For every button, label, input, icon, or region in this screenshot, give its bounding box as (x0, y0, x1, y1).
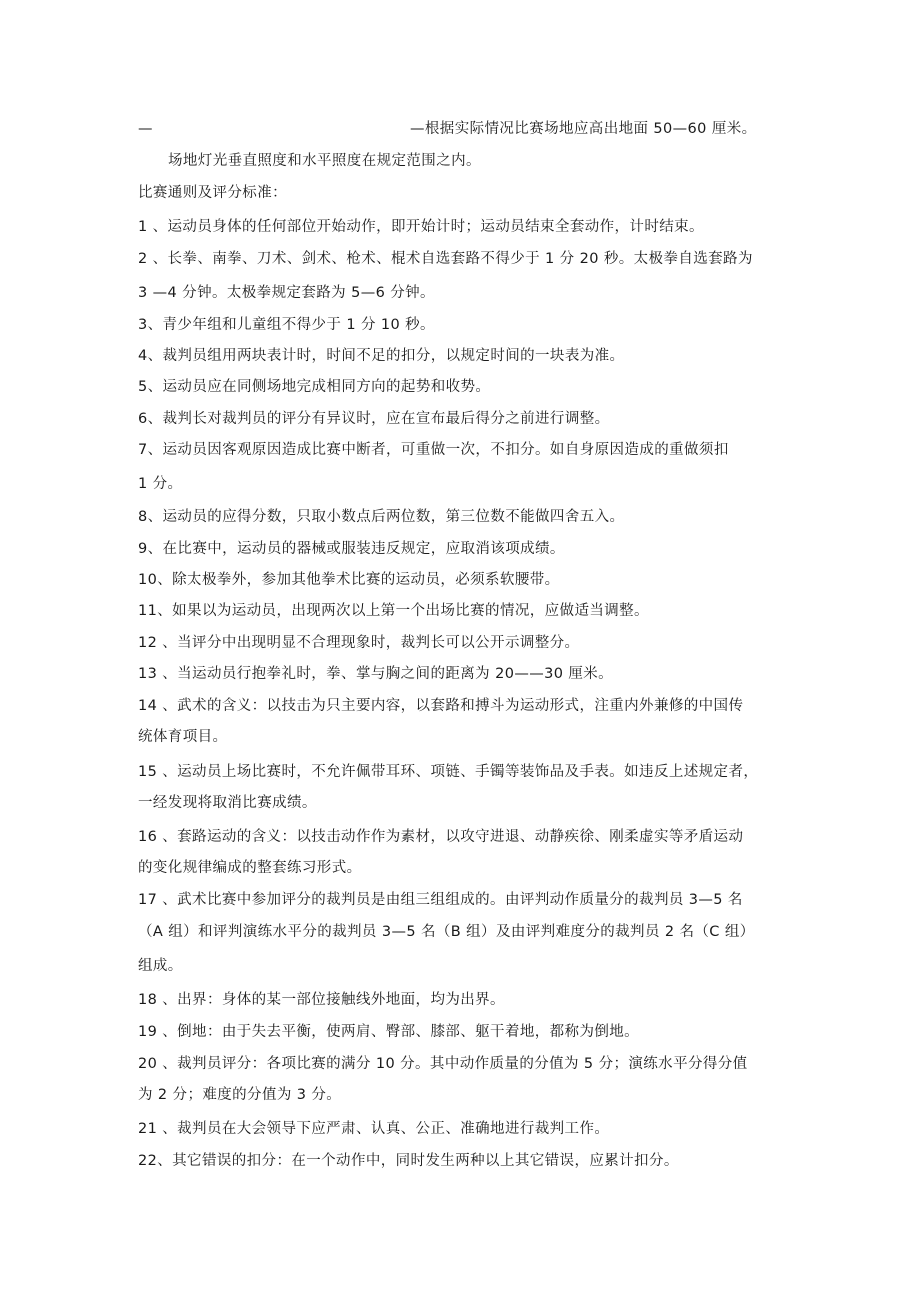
rule-line: 9、在比赛中，运动员的器械或服装违反规定，应取消该项成绩。 (138, 541, 565, 557)
rule-line: 1 、运动员身体的任何部位开始动作，即开始计时；运动员结束全套动作，计时结束。 (138, 219, 704, 235)
rule-line: 19 、倒地：由于失去平衡，使两肩、臀部、膝部、躯干着地，都称为倒地。 (138, 1024, 640, 1040)
rule-line: 的变化规律编成的整套练习形式。 (138, 860, 362, 876)
header-dash: — (138, 121, 153, 137)
rule-line: 16 、套路运动的含义：以技击动作作为素材，以攻守进退、动静疾徐、刚柔虚实等矛盾运动 (138, 829, 744, 845)
rule-line: 11、如果以为运动员，出现两次以上第一个出场比赛的情况，应做适当调整。 (138, 603, 649, 619)
rule-line: 一经发现将取消比赛成绩。 (138, 795, 317, 811)
rule-line: 7、运动员因客观原因造成比赛中断者，可重做一次，不扣分。如自身原因造成的重做须扣 (138, 442, 729, 458)
rule-line: 3、青少年组和儿童组不得少于 1 分 10 秒。 (138, 317, 435, 333)
rule-line: 15 、运动员上场比赛时，不允许佩带耳环、项链、手镯等装饰品及手表。如违反上述规定者， (138, 764, 759, 780)
section-title: 比赛通则及评分标准： (138, 185, 287, 201)
rule-line: 2 、长拳、南拳、刀术、剑术、枪术、棍术自选套路不得少于 1 分 20 秒。太极拳自选套路为 (138, 251, 753, 267)
rule-line: 3 —4 分钟。太极拳规定套路为 5—6 分钟。 (138, 285, 435, 301)
rule-line: （A 组）和评判演练水平分的裁判员 3—5 名（B 组）及由评判难度分的裁判员 2 名（C 组） (138, 924, 755, 940)
rule-line: 21 、裁判员在大会领导下应严肃、认真、公正、准确地进行裁判工作。 (138, 1121, 610, 1137)
rule-line: 统体育项目。 (138, 729, 228, 745)
header-text: —根据实际情况比赛场地应高出地面 50—60 厘米。 (410, 121, 757, 137)
rule-line: 1 分。 (138, 476, 183, 492)
rule-line: 5、运动员应在同侧场地完成相同方向的起势和收势。 (138, 379, 491, 395)
rule-line: 10、除太极拳外，参加其他拳术比赛的运动员，必须系软腰带。 (138, 572, 560, 588)
rule-line: 22、其它错误的扣分：在一个动作中，同时发生两种以上其它错误，应累计扣分。 (138, 1153, 679, 1169)
rule-line: 20 、裁判员评分：各项比赛的满分 10 分。其中动作质量的分值为 5 分；演练水平分得分值 (138, 1056, 748, 1072)
rule-line: 17 、武术比赛中参加评分的裁判员是由组三组组成的。由评判动作质量分的裁判员 3—5 名 (138, 892, 743, 908)
rule-line: 12 、当评分中出现明显不合理现象时，裁判长可以公开示调整分。 (138, 635, 580, 651)
rule-line: 13 、当运动员行抱拳礼时，拳、掌与胸之间的距离为 20——30 厘米。 (138, 666, 614, 682)
rule-line: 6、裁判长对裁判员的评分有异议时，应在宣布最后得分之前进行调整。 (138, 411, 610, 427)
rule-line: 为 2 分；难度的分值为 3 分。 (138, 1087, 342, 1103)
intro-text: 场地灯光垂直照度和水平照度在规定范围之内。 (168, 153, 481, 169)
rule-line: 4、裁判员组用两块表计时，时间不足的扣分，以规定时间的一块表为准。 (138, 348, 625, 364)
rule-line: 18 、出界：身体的某一部位接触线外地面，均为出界。 (138, 992, 505, 1008)
rule-line: 14 、武术的含义：以技击为只主要内容，以套路和搏斗为运动形式，注重内外兼修的中国传 (138, 698, 744, 714)
rule-line: 8、运动员的应得分数，只取小数点后两位数，第三位数不能做四舍五入。 (138, 509, 625, 525)
rule-line: 组成。 (138, 958, 183, 974)
